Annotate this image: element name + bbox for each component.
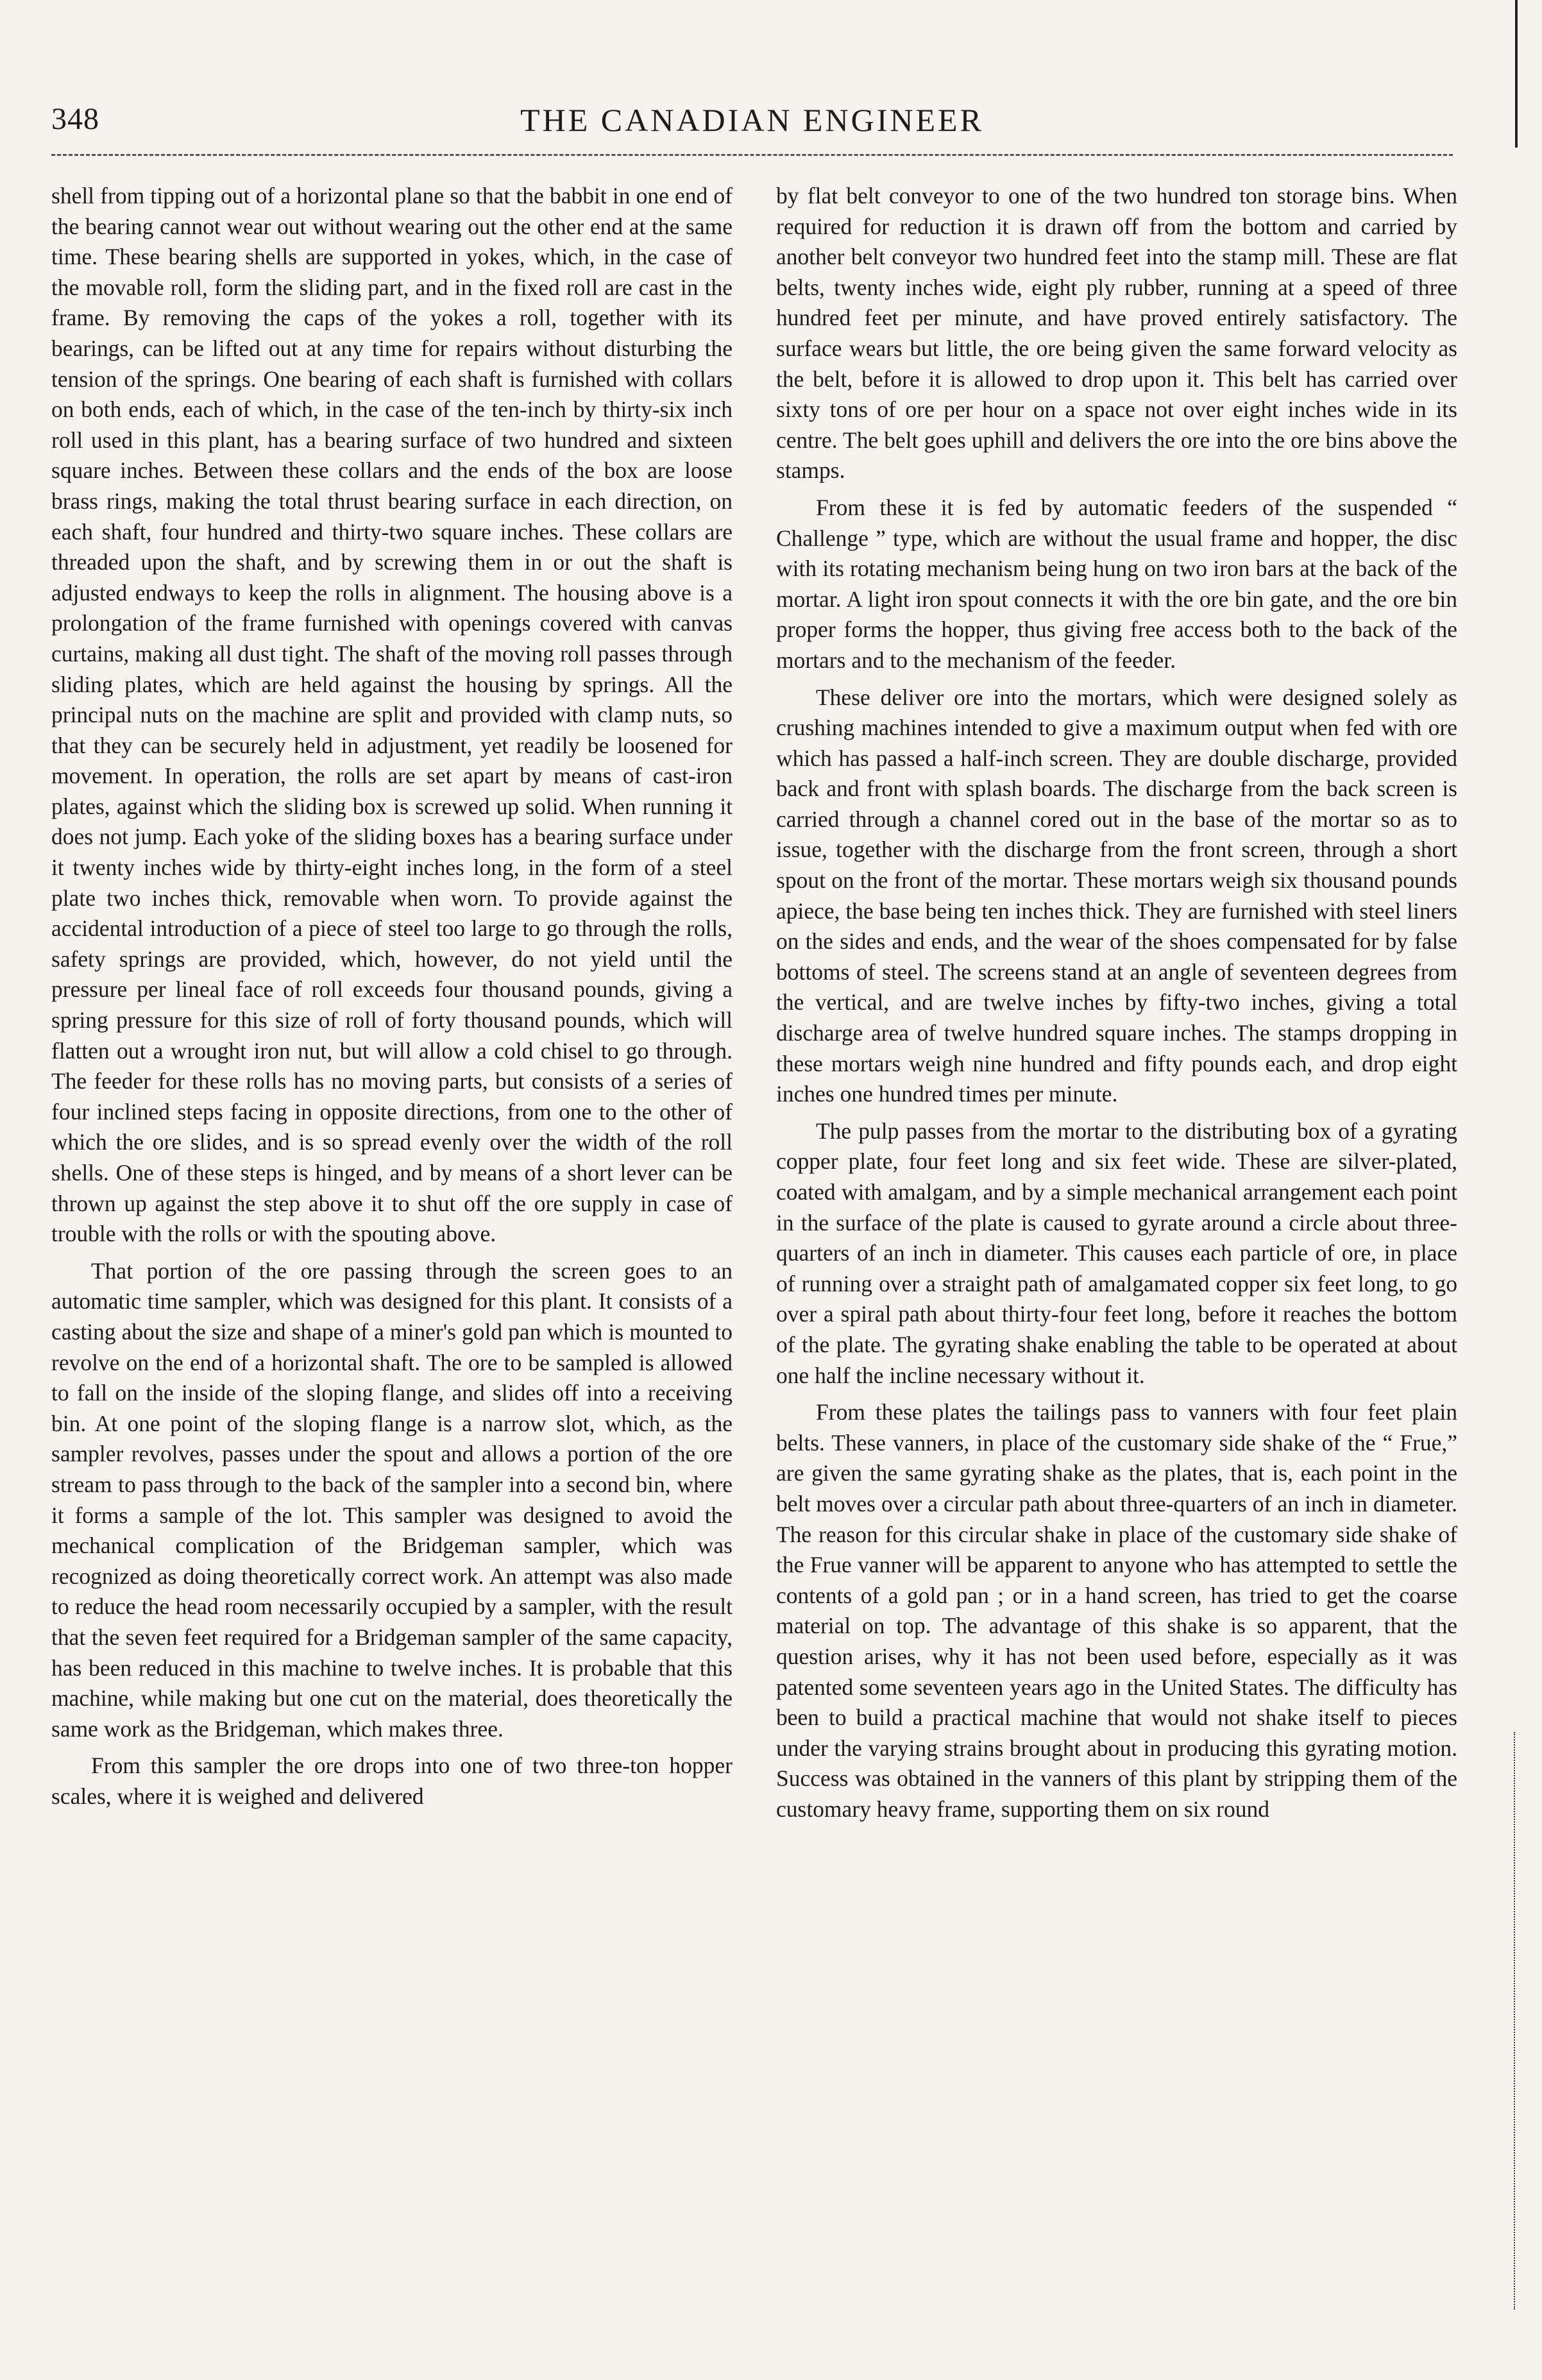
header-rule	[51, 154, 1453, 156]
paragraph: From this sampler the ore drops into one of two three-ton hopper scales, where it is weighed and delivered	[51, 1753, 733, 1809]
paragraph: by flat belt conveyor to one of the two hundred ton storage bins. When required for reduction it is drawn off from the bottom and carried by another belt conveyor two hundred feet into the stamp mill. These are flat belts, twenty inches wide, eight ply rubber, running at a speed of three hundred feet per minute, and have proved entirely satisfactory. The surface wears but little, the ore being given the same forward velocity as the belt, before it is allowed to drop upon it. This belt has carried over sixty tons of ore per hour on a space not over eight inches wide in its centre. The belt goes uphill and delivers the ore into the ore bins above the stamps.	[776, 183, 1457, 484]
paragraph: These deliver ore into the mortars, which were designed solely as crushing machines intended to give a maximum output when fed with ore which has passed a half-inch screen. They are double discharge, provided back and front with splash boards. The discharge from the back screen is carried through a channel cored out in the base of the mortar so as to issue, together with the discharge from the front screen, through a short spout on the front of the mortar. These mortars weigh six thousand pounds apiece, the base being ten inches thick. They are furnished with steel liners on the sides and ends, and the wear of the shoes compensated for by false bottoms of steel. The screens stand at an angle of seventeen degrees from the vertical, and are twelve inches by fifty-two inches, giving a total discharge area of twelve hundred square inches. The stamps dropping in these mortars weigh nine hundred and fifty pounds each, and drop eight inches one hundred times per minute.	[776, 684, 1458, 1107]
running-title: THE CANADIAN ENGINEER	[520, 102, 984, 138]
page-edge-mark	[1515, 0, 1518, 148]
page-header	[51, 96, 1453, 148]
left-column	[51, 181, 733, 2356]
paragraph: That portion of the ore passing through the screen goes to an automatic time sampler, which was designed for this plant. It consists of a casting about the size and shape of a miner's gold pan which is mounted to revolve on the end of a horizontal shaft. The ore to be sampled is allowed to fall on the inside of the sloping flange, and slides off into a receiving bin. At one point of the sloping flange is a narrow slot, which, as the sampler revolves, passes under the spout and allows a portion of the ore stream to pass through to the back of the sampler into a second bin, where it forms a sample of the lot. This sampler was designed to avoid the mechanical complication of the Bridgeman sampler, which was recognized as doing theoretically correct work. An attempt was also made to reduce the head room necessarily occupied by a sampler, with the result that the seven feet required for a Bridgeman sampler of the same capacity, has been reduced in this machine to twelve inches. It is probable that this machine, while making but one cut on the material, does theoretically the same work as the Bridgeman, which makes three.	[51, 1257, 733, 1742]
paragraph: The pulp passes from the mortar to the distributing box of a gyrating copper plate, four feet long and six feet wide. These are silver-plated, coated with amalgam, and by a simple mechanical arrangement each point in the surface of the plate is caused to gyrate around a circle about three-quarters of an inch in diameter. This causes each particle of ore, in place of running over a straight path of amalgamated copper six feet long, to go over a spiral path about thirty-four feet long, before it reaches the bottom of the plate. The gyrating shake enabling the table to be operated at about one half the incline necessary without it.	[776, 1118, 1457, 1388]
page-edge-ticks	[1514, 1732, 1519, 2309]
paragraph: shell from tipping out of a horizontal plane so that the babbit in one end of the bearing cannot wear out without wearing out the other end at the same time. These bearing shells are supported in yokes, which, in the case of the movable roll, form the sliding part, and in the fixed roll are cast in the frame. By removing the caps of the yokes a roll, together with its bearings, can be lifted out at any time for repairs without disturbing the tension of the springs. One bearing of each shaft is furnished with collars on both ends, each of which, in the case of the ten-inch by thirty-six inch roll used in this plant, has a bearing surface of two hundred and sixteen square inches. Between these collars and the ends of the box are loose brass rings, making the total thrust bearing surface in each direction, on each shaft, four hundred and thirty-two square inches. These collars are threaded upon the shaft, and by screwing them in or out the shaft is adjusted endways to keep the rolls in alignment. The housing above is a prolongation of the frame furnished with openings covered with canvas curtains, making all dust tight. The shaft of the moving roll passes through sliding plates, which are held against the housing by springs. All the principal nuts on the machine are split and provided with clamp nuts, so that they can be securely held in adjustment, yet readily be loosened for movement. In operation, the rolls are set apart by means of cast-iron plates, against which the sliding box is screwed up solid. When running it does not jump. Each yoke of the sliding boxes has a bearing surface under it twenty inches wide by thirty-eight inches long, in the form of a steel plate two inches thick, removable when worn. To provide against the accidental introduction of a piece of steel too large to go through the rolls, safety springs are provided, which, however, do not yield until the pressure per lineal face of roll exceeds four thousand pounds, giving a spring pressure for this size of roll of forty thousand pounds, which will flatten out a wrought iron nut, but will allow a cold chisel to go through. The feeder for these rolls has no moving parts, but consists of a series of four inclined steps facing in opposite directions, from one to the other of which the ore slides, and is so spread evenly over the width of the roll shells. One of these steps is hinged, and by means of a short lever can be thrown up against the step above it to shut off the ore supply in case of trouble with the rolls or with the spouting above.	[51, 183, 733, 1247]
page-number: 348	[51, 102, 99, 136]
paragraph: From these plates the tailings pass to vanners with four feet plain belts. These vanners, in place of the customary side shake of the “ Frue,” are given the same gyrating shake as the plates, that is, each point in the belt moves over a circular path about three-quarters of an inch in diameter. The reason for this circular shake in place of the customary side shake of the Frue vanner will be apparent to anyone who has attempted to settle the contents of a gold pan ; or in a hand screen, has tried to get the coarse material on top. The advantage of this shake is so apparent, that the question arises, why it has not been used before, especially as it was patented some seventeen years ago in the United States. The difficulty has been to build a practical machine that would not shake itself to pieces under the varying strains brought about in producing this gyrating motion. Success was obtained in the vanners of this plant by stripping them of the customary heavy frame, supporting them on six round	[776, 1399, 1457, 1822]
paragraph: From these it is fed by automatic feeders of the suspended “ Challenge ” type, which are without the usual frame and hopper, the disc with its rotating mechanism being hung on two iron bars at the back of the mortar. A light iron spout connects it with the ore bin gate, and the ore bin proper forms the hopper, thus giving free access both to the back of the mortars and to the mechanism of the feeder.	[776, 494, 1457, 673]
right-column	[776, 181, 1457, 2356]
